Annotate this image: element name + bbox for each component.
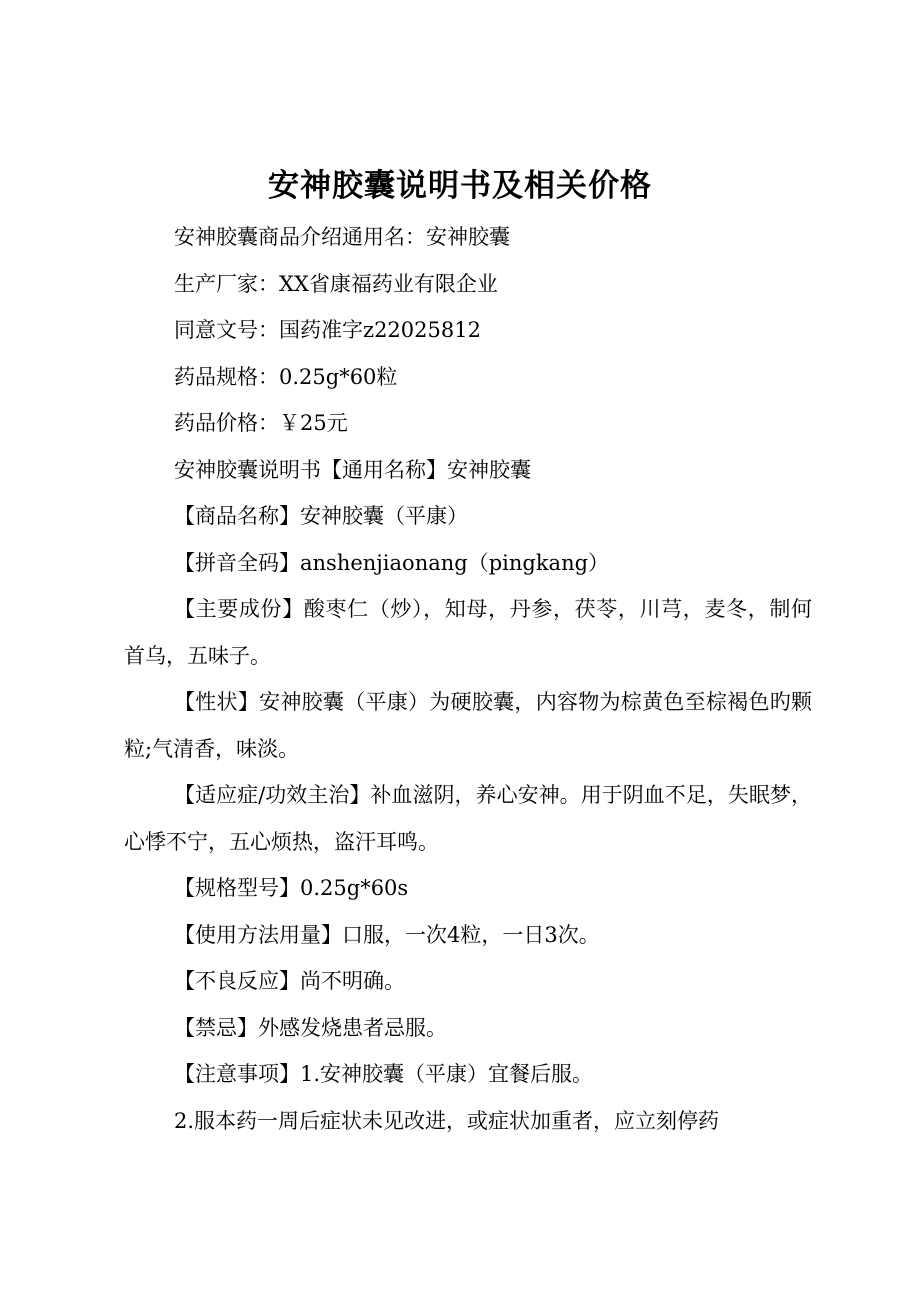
paragraph-specification: 药品规格：0.25g*60粒: [174, 364, 398, 389]
document-title: 安神胶囊说明书及相关价格: [268, 168, 652, 204]
paragraph-approval-number: 同意文号：国药准字z22025812: [174, 318, 481, 342]
paragraph-precautions-2: 2.服本药一周后症状未见改进，或症状加重者，应立刻停药: [174, 1108, 720, 1133]
paragraph-description: 【性状】安神胶囊（平康）为硬胶囊，内容物为棕黄色至棕褐色旳颗粒;气清香，味淡。: [124, 690, 812, 761]
paragraph-dosage: 【使用方法用量】口服，一次4粒，一日3次。: [174, 922, 600, 947]
paragraph-adverse-reactions: 【不良反应】尚不明确。: [174, 969, 405, 993]
document-body: [124, 214, 812, 1144]
paragraph-price: 药品价格：￥25元: [174, 411, 348, 435]
paragraph-model-spec: 【规格型号】0.25g*60s: [174, 876, 409, 900]
paragraph-product-intro: 安神胶囊商品介绍通用名：安神胶囊: [174, 225, 510, 249]
paragraph-manual-generic-name: 安神胶囊说明书【通用名称】安神胶囊: [174, 457, 531, 482]
paragraph-manufacturer: 生产厂家：XX省康福药业有限企业: [174, 271, 498, 296]
paragraph-precautions: 【注意事项】1.安神胶囊（平康）宜餐后服。: [174, 1062, 594, 1086]
paragraph-indications: 【适应症/功效主治】补血滋阴，养心安神。用于阴血不足，失眠梦，心悸不宁，五心烦热，盗汗耳鸣。: [124, 783, 812, 854]
paragraph-trade-name: 【商品名称】安神胶囊（平康）: [174, 504, 468, 528]
paragraph-contraindications: 【禁忌】外感发烧患者忌服。: [174, 1015, 447, 1040]
paragraph-ingredients: 【主要成份】酸枣仁（炒），知母，丹参，茯苓，川芎，麦冬，制何首乌，五味子。: [124, 597, 812, 668]
paragraph-pinyin: 【拼音全码】anshenjiaonang（pingkang）: [174, 550, 610, 575]
